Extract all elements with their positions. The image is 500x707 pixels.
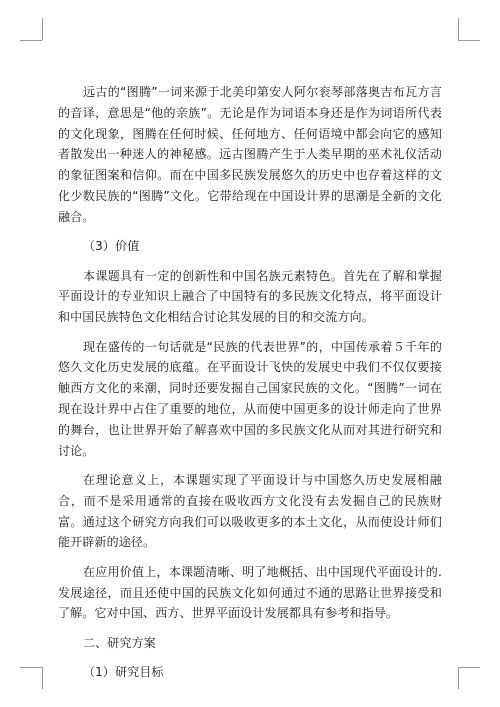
- crop-mark-top-left-v: [42, 18, 43, 40]
- crop-mark-bottom-right-h: [458, 667, 480, 668]
- paragraph-theoretical-significance: 在理论意义上，本课题实现了平面设计与中国悠久历史发展相融合，而不是采用通常的直接在吸收西方文化没有去发掘自己的民族财富。通过这个研究方向我们可以吸收更多的本土文化，从而使设计师们能开辟新的途径。: [58, 472, 442, 550]
- paragraph-totem-origin: 远古的“图腾”一词来源于北美印第安人阿尔衮琴部落奥吉布瓦方言的音译，意思是“他的亲族”。无论是作为词语本身还是作为词语所代表的文化现象，图腾在任何时候、任何地方、任何语境中都会向它的感知者散发出一种迷人的神秘感。远古图腾产生于人类早期的巫术礼仪活动的象征图案和信仰。而在中国多民族发展悠久的历史中也存着这样的文化少数民族的“图腾”文化。它带给现在中国设计界的思潮是全新的文化融合。: [58, 85, 442, 224]
- paragraph-application-value: 在应用价值上，本课题清晰、明了地概括、出中国现代平面设计的.发展途径，而且还使中国的民族文化如何通过不通的思路让世界接受和了解。它对中国、西方、世界平面设计发展都具有参考和指导。: [58, 564, 442, 621]
- crop-mark-bottom-left-v: [42, 667, 43, 689]
- crop-mark-bottom-left-h: [20, 667, 42, 668]
- section-heading-research-goal: （1）研究目标: [83, 665, 164, 680]
- section-heading-value: （3）价值: [83, 239, 140, 254]
- section-heading-research-plan: 二、研究方案: [83, 635, 156, 650]
- paragraph-national-culture: 现在盛传的一句话就是“民族的代表世界”的，中国传承着５千年的悠久文化历史发展的底蕴。在平面设计飞快的发展史中我们不仅仅要接触西方文化的来潮，同时还要发掘自己国家民族的文化。“图腾”一词在现在设计界中占住了重要的地位，从而使中国更多的设计师走向了世界的舞台，也让世界开始了解喜欢中国的多民族文化从而对其进行研究和讨论。: [58, 339, 442, 458]
- crop-mark-top-right-h: [458, 40, 480, 41]
- document-body: [58, 82, 442, 691]
- crop-mark-top-right-v: [458, 18, 459, 40]
- crop-mark-top-left-h: [20, 40, 42, 41]
- crop-mark-bottom-right-v: [458, 667, 459, 689]
- paragraph-innovation: 本课题具有一定的创新性和中国名族元素特色。首先在了解和掌握平面设计的专业知识上融合了中国特有的多民族文化特点，将平面设计和中国民族特色文化相结合讨论其发展的目的和交流方向。: [58, 268, 442, 325]
